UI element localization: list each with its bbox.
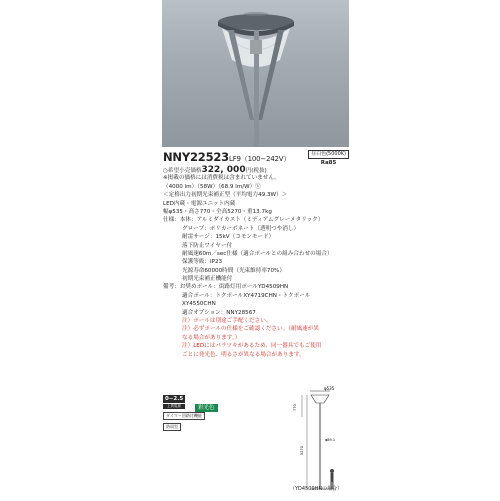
tag-group xyxy=(163,395,243,431)
spec-line xyxy=(163,166,351,174)
dimension-drawing xyxy=(280,385,360,497)
ra-badge: Ra85 xyxy=(320,160,337,166)
spec-line: 幅φ535・高さ770・全高5270・重13.7kg xyxy=(163,208,272,215)
model-row xyxy=(163,150,349,164)
spec-line: 光源寿命60000時間（光束維持率70%） xyxy=(182,267,285,274)
power-tag: 上質電源 xyxy=(163,404,185,409)
timer-tag: タイマー回路比機能 xyxy=(163,412,205,420)
badge-group xyxy=(308,150,349,166)
price-suffix: 円(税抜) xyxy=(245,168,267,174)
spec-line: LED内蔵・電源ユニット内蔵 xyxy=(163,200,236,207)
spec-line: ※掲載の価格には消費税は含まれていません。 xyxy=(163,175,280,182)
street-light-illustration xyxy=(162,0,349,147)
product-photo xyxy=(162,0,349,147)
spec-line: 初期光束補正機能付 xyxy=(182,276,233,283)
color-tag: 彩光色 xyxy=(195,404,218,412)
width-dim-label: φ535 xyxy=(324,386,335,391)
spec-line: XY4550CHN xyxy=(182,301,216,308)
spec-line: 注）必ずポールの仕様をご確認ください。（耐風速が異 xyxy=(182,326,319,333)
spec-line: 備考：お奨めポール：街路灯用ポールYD4509HN xyxy=(163,284,289,291)
spec-line: 保護等級：IP23 xyxy=(182,259,223,266)
spec-line: 耐雷サージ：15kV（コモンモード） xyxy=(182,234,275,241)
model-code: NNY22523 xyxy=(163,150,229,164)
price-prefix: ○希望小売価格 xyxy=(163,168,202,174)
waterproof-tag: 防雨型 xyxy=(163,423,181,431)
spec-line: 注）ポールは別途ご手配ください。 xyxy=(182,318,272,325)
spec-line: 落下防止ワイヤー付 xyxy=(182,242,233,249)
spec-line: 仕様：本体：アルミダイカスト（ミディアムグレーメタリック） xyxy=(163,217,324,224)
spec-line: ＜定格出力初期光束補正型（平均電力49.3W）＞ xyxy=(163,192,288,199)
spec-line: グローブ：ポリカーボネート（透明つや消し） xyxy=(182,225,300,232)
height-dim-label: 770 xyxy=(293,404,297,411)
spec-line: ごとに発光色、明るさが異なる場合があります。 xyxy=(182,351,305,358)
spec-line: 注）LEDにはバラツキがあるため、同一器具でもご使用 xyxy=(182,343,322,350)
dimming-range-tag: 0−2.5 xyxy=(165,396,184,402)
model-number xyxy=(163,150,290,164)
color-temp-badge: 昼白色(5000K) xyxy=(308,150,349,159)
spec-line: （4000 lm）（58W）（68.9 lm/W）Ⓥ xyxy=(163,183,261,190)
pole-dim-label: φ89.1 xyxy=(325,438,336,442)
model-suffix: LF9（100−242V） xyxy=(229,155,291,163)
spec-line: 適合ポール：トクポールXY4719CHN・トクポール xyxy=(182,292,311,299)
spec-line: なる場合があります。） xyxy=(182,334,241,341)
total-dim-label: 5270 xyxy=(300,446,304,455)
price-value: 322, 000 xyxy=(201,165,246,175)
spec-list xyxy=(163,166,351,359)
spec-line: 適合オプション：NNY28567 xyxy=(182,309,256,316)
spec-line: 耐風速60m／sec仕様（適合ポールとの組み合わせの場合） xyxy=(182,250,333,257)
drawing-note: （YD4509HNの場合） xyxy=(290,486,343,492)
